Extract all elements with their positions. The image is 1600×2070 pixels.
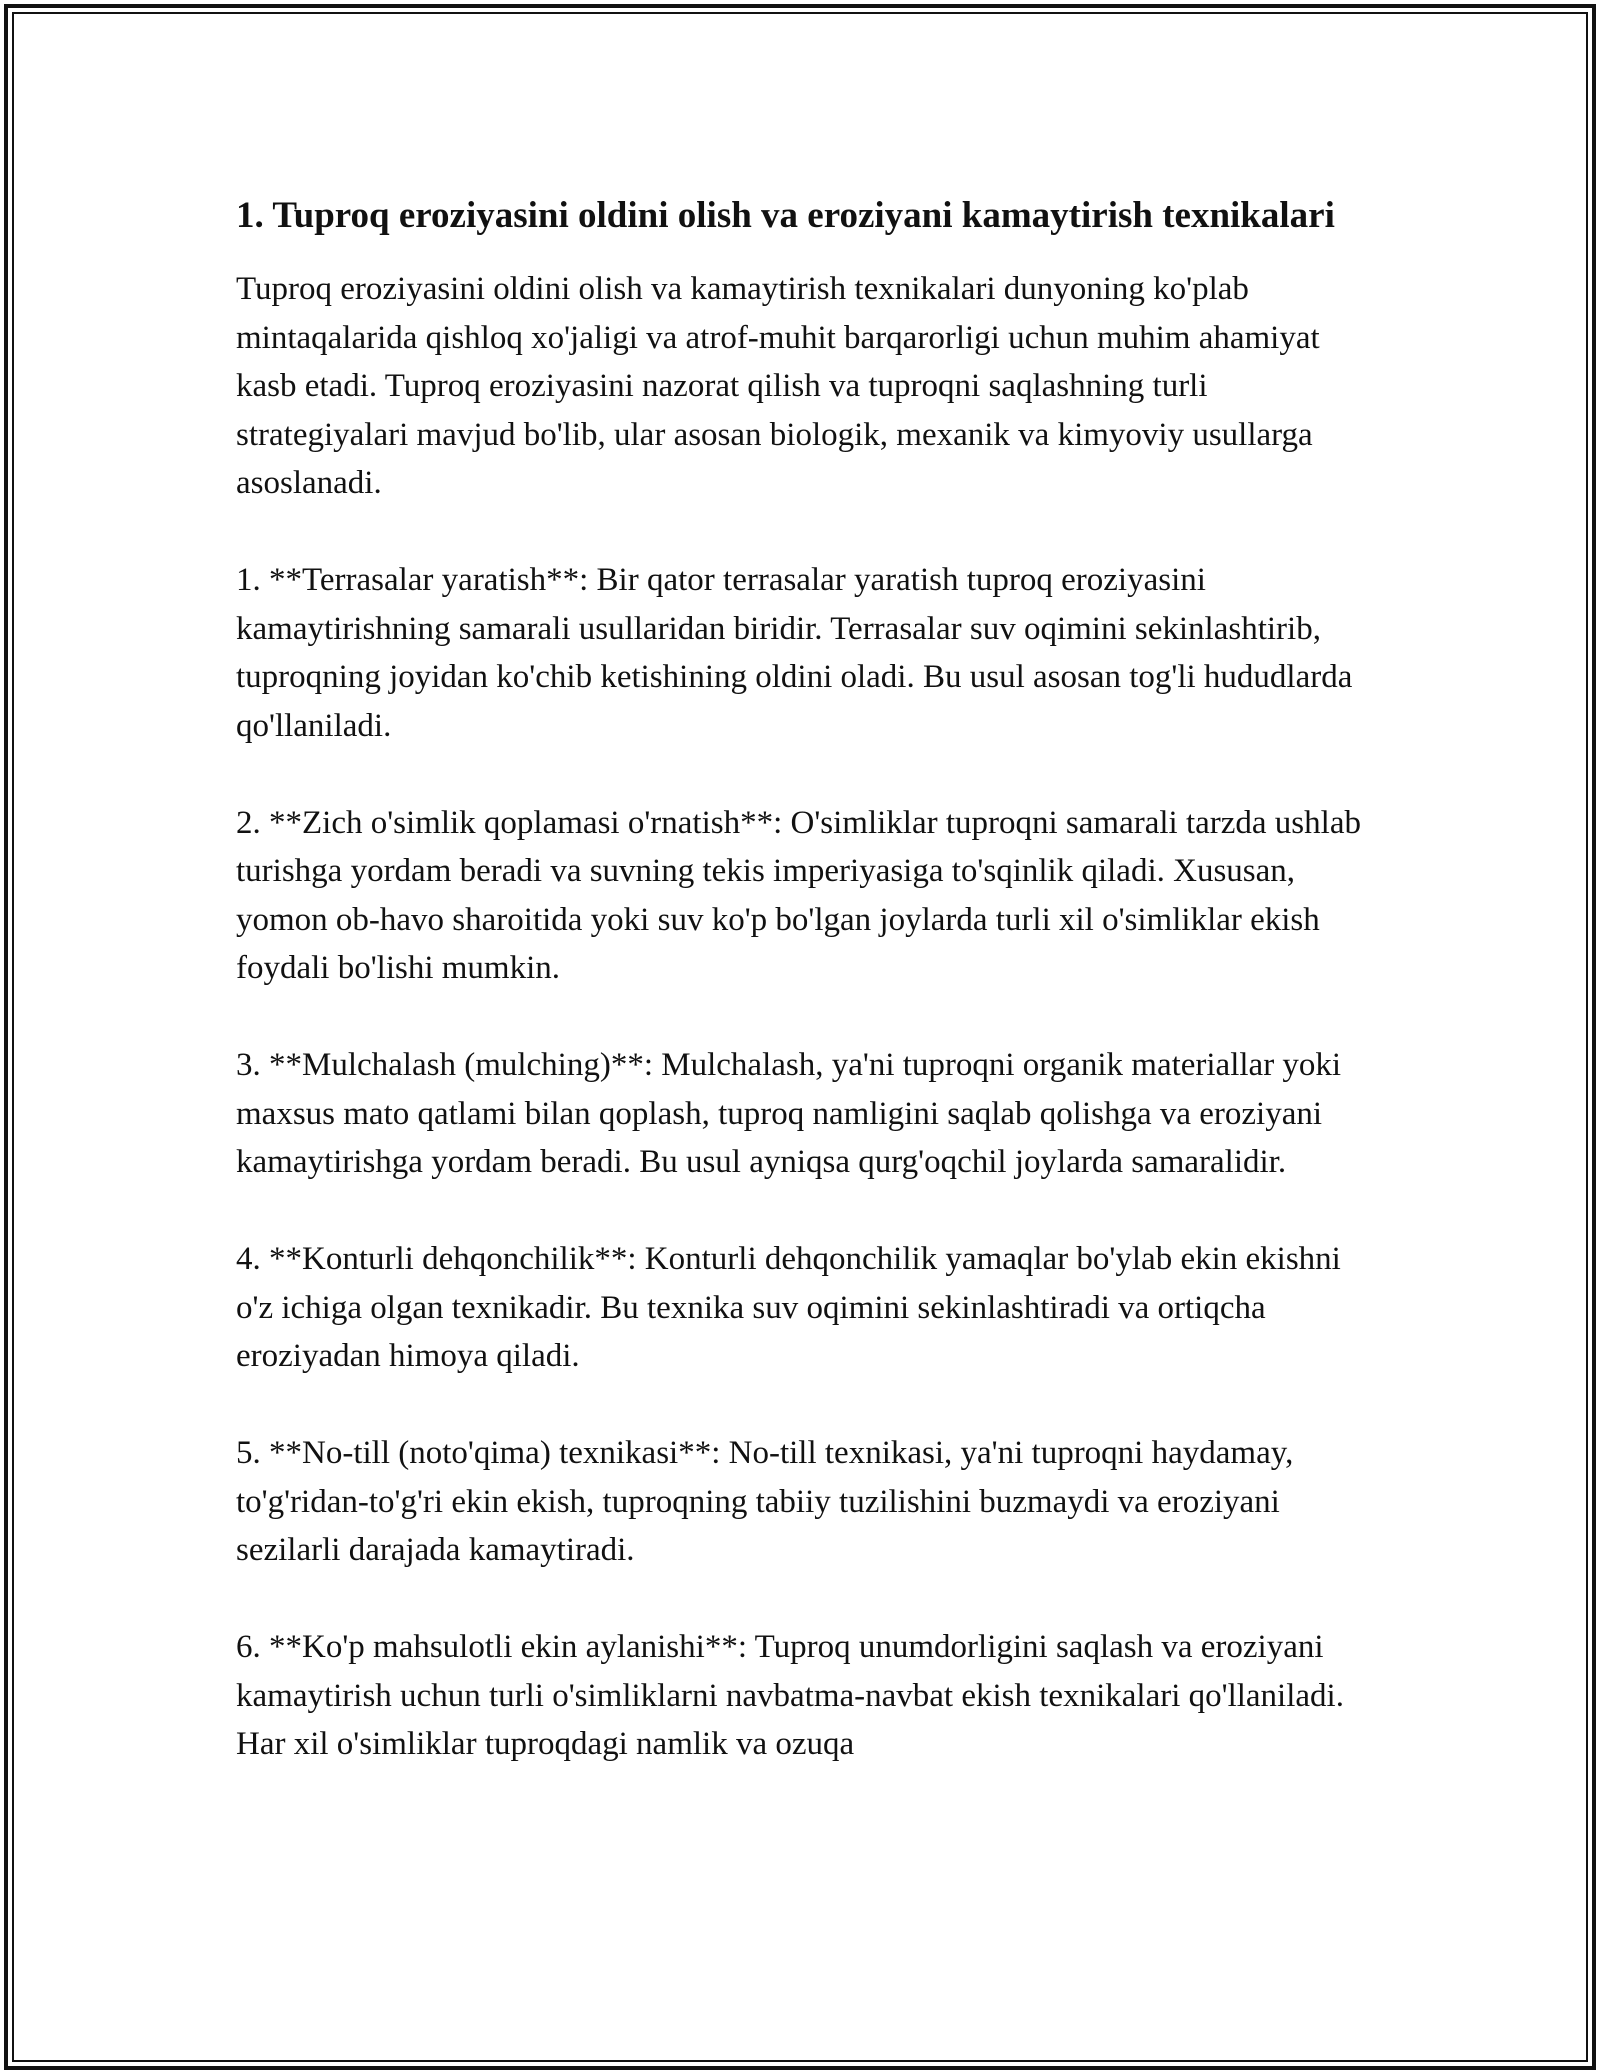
section-heading: 1. Tuproq eroziyasini oldini olish va eroziyani kamaytirish texnikalari — [236, 195, 1335, 236]
item-no-till-paragraph: 5. **No-till (noto'qima) texnikasi**: No-till texnikasi, ya'ni tuproqni haydamay, to'g'ridan-to'g'ri ekin ekish, tuproqning tabiiy tuzilishini buzmaydi va eroziyani sezilarli darajada kamaytiradi. — [236, 1435, 1294, 1568]
item-plant-cover-paragraph: 2. **Zich o'simlik qoplamasi o'rnatish**: O'simliklar tuproqni samarali tarzda ushlab turishga yordam beradi va suvning tekis imperiyasiga to'sqinlik qiladi. Xususan, yomon ob-havo sharoitida yoki suv ko'p bo'lgan joylarda turli xil o'simliklar ekish foydali bo'lishi mumkin. — [236, 804, 1361, 986]
item-crop-rotation-paragraph: 6. **Ko'p mahsulotli ekin aylanishi**: Tuproq unumdorligini saqlash va eroziyani kamaytirish uchun turli o'simliklarni navbatma-navbat ekish texnikalari qo'llaniladi. Har xil o'simliklar tuproqdagi namlik va ozuqa — [236, 1629, 1344, 1762]
item-contour-farming-paragraph: 4. **Konturli dehqonchilik**: Konturli dehqonchilik yamaqlar bo'ylab ekin ekishni o'z ichiga olgan texnikadir. Bu texnika suv oqimini sekinlashtiradi va ortiqcha eroziyadan himoya qiladi. — [236, 1241, 1341, 1374]
item-terraces-paragraph: 1. **Terrasalar yaratish**: Bir qator terrasalar yaratish tuproq eroziyasini kamaytirishning samarali usullaridan biridir. Terrasalar suv oqimini sekinlashtirib, tuproqning joyidan ko'chib ketishining oldini oladi. Bu usul asosan tog'li hududlarda qo'llaniladi. — [236, 562, 1353, 744]
document-body — [236, 188, 1376, 1769]
intro-paragraph: Tuproq eroziyasini oldini olish va kamaytirish texnikalari dunyoning ko'plab mintaqalarida qishloq xo'jaligi va atrof-muhit barqarorligi uchun muhim ahamiyat kasb etadi. Tuproq eroziyasini nazorat qilish va tuproqni saqlashning turli strategiyalari mavjud bo'lib, ular asosan biologik, mexanik va kimyoviy usullarga asoslanadi. — [236, 271, 1320, 501]
item-mulching-paragraph: 3. **Mulchalash (mulching)**: Mulchalash, ya'ni tuproqni organik materiallar yoki maxsus mato qatlami bilan qoplash, tuproq namligini saqlab qolishga va eroziyani kamaytirishga yordam beradi. Bu usul ayniqsa qurg'oqchil joylarda samaralidir. — [236, 1047, 1342, 1180]
